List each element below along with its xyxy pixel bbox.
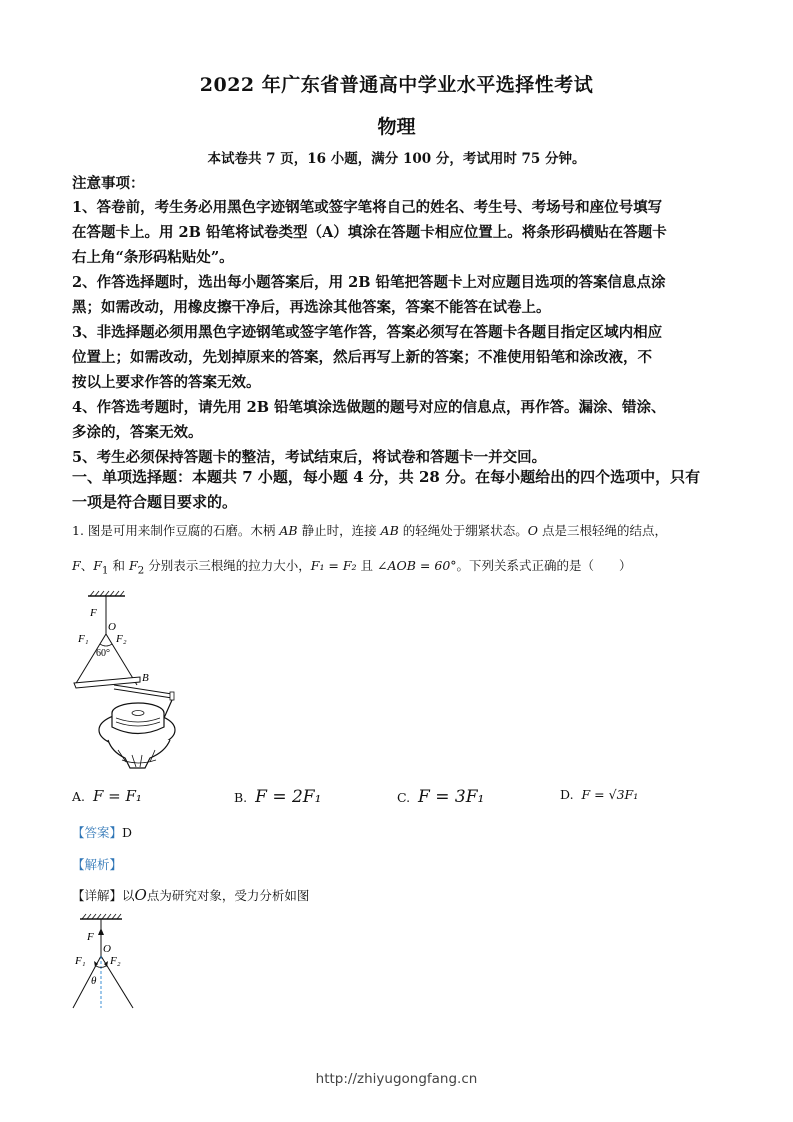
notes-line: 右上角“条形码粘贴处”。: [72, 249, 234, 266]
q1-var: F: [72, 558, 81, 573]
answer-line: [72, 823, 732, 841]
fig-label-o: O: [108, 621, 116, 633]
q1-var: AB: [380, 523, 399, 538]
notes-line: 在答题卡上。用 2B 铅笔将试卷类型（A）填涂在答题卡相应位置上。将条形码横贴在答题卡: [72, 224, 667, 241]
fig2-label-f2: F₂: [110, 955, 121, 967]
question-1-line-1: [72, 521, 732, 539]
q1-text: 且: [356, 558, 378, 573]
answer-tag: 【答案】: [72, 825, 123, 840]
fig2-label-o: O: [103, 943, 111, 955]
option-letter: B.: [234, 790, 248, 805]
notes-line: 4、作答选考题时，请先用 2B 铅笔填涂选做题的题号对应的信息点，再作答。漏涂、错涂、: [72, 399, 666, 416]
option-a[interactable]: [72, 787, 142, 805]
q1-sub: 1: [101, 564, 109, 577]
q1-angle: ∠AOB = 60°: [377, 558, 457, 573]
exam-subject: 物理: [377, 116, 416, 138]
notes-line: 3、非选择题必须用黑色字迹钢笔或签字笔作答，答案必须写在答题卡各题目指定区域内相应: [72, 324, 663, 341]
detail-line: [72, 886, 732, 904]
section-line: 一项是符合题目要求的。: [72, 493, 238, 511]
section-heading: [72, 465, 732, 515]
force-analysis-figure: [70, 912, 140, 1010]
notes-heading: 注意事项：: [72, 175, 145, 192]
option-formula: F = 2F₁: [255, 787, 322, 807]
option-b[interactable]: [234, 787, 321, 807]
option-formula: F = F₁: [92, 787, 142, 805]
footer-url[interactable]: http://zhiyugongfang.cn: [315, 1071, 478, 1087]
notes-list: [72, 195, 732, 470]
q1-text: 静止时，连接: [297, 523, 381, 538]
stone-mill-figure: [70, 590, 185, 775]
notes-line: 多涂的，答案无效。: [72, 424, 203, 441]
q1-text: 点是三根轻绳的结点，: [538, 523, 667, 538]
fig2-label-f1: F₁: [75, 955, 86, 967]
notes-line: 2、作答选择题时，选出每小题答案后，用 2B 铅笔把答题卡上对应题目选项的答案信息点涂: [72, 274, 666, 291]
notes-line: 按以上要求作答的答案无效。: [72, 374, 261, 391]
q1-text: 的轻绳处于绷紧状态。: [398, 523, 528, 538]
fig2-label-theta: θ: [91, 975, 97, 987]
notes-line: 5、考生必须保持答题卡的整洁，考试结束后，将试卷和答题卡一并交回。: [72, 449, 547, 466]
detail-var: O: [134, 886, 147, 904]
detail-tag: 【详解】: [72, 888, 123, 903]
notes-line: 1、答卷前，考生务必用黑色字迹钢笔或签字笔将自己的姓名、考生号、考场号和座位号填写: [72, 199, 663, 216]
option-letter: D.: [560, 787, 574, 802]
q1-var: F: [128, 558, 138, 573]
q1-var: AB: [279, 523, 298, 538]
fig-label-f1: F₁: [78, 633, 89, 645]
q1-sub: 2: [137, 564, 145, 577]
fig-label-f: F: [90, 607, 97, 619]
detail-text: 点为研究对象，受力分析如图: [146, 888, 310, 903]
q1-text: 和: [108, 558, 129, 573]
q1-var: F: [93, 558, 102, 573]
exam-intro: 本试卷共 7 页，16 小题，满分 100 分，考试用时 75 分钟。: [207, 151, 586, 167]
q1-equation: F₁ = F₂: [310, 558, 357, 573]
q1-text: 分别表示三根绳的拉力大小，: [144, 558, 311, 573]
q1-text: 1. 图是可用来制作豆腐的石磨。木柄: [72, 523, 280, 538]
option-formula: F = √3F₁: [581, 787, 639, 802]
detail-text: 以: [122, 888, 135, 903]
notes-line: 位置上；如需改动，先划掉原来的答案，然后再写上新的答案；不准使用铅笔和涂改液，不: [72, 349, 652, 366]
notes-line: 黑；如需改动，用橡皮擦干净后，再选涂其他答案，答案不能答在试卷上。: [72, 299, 551, 316]
q1-text: 、: [80, 558, 94, 573]
option-letter: A.: [72, 789, 86, 804]
section-line: 一、单项选择题：本题共 7 小题，每小题 4 分，共 28 分。在每小题给出的四个选项中，只有: [72, 468, 701, 486]
exam-title: 2022 年广东省普通高中学业水平选择性考试: [199, 74, 594, 96]
analysis-line: [72, 855, 732, 873]
fig-label-b: B: [142, 672, 149, 684]
question-1-line-2: [72, 556, 732, 577]
fig2-label-f: F: [87, 931, 94, 943]
q1-text: 。下列关系式正确的是（ ）: [456, 558, 632, 573]
option-c[interactable]: [397, 787, 484, 807]
fig-label-angle: 60°: [96, 648, 110, 659]
analysis-tag: 【解析】: [72, 857, 123, 872]
option-d[interactable]: [560, 787, 638, 802]
option-letter: C.: [397, 790, 411, 805]
answer-value: D: [122, 825, 133, 840]
option-formula: F = 3F₁: [418, 787, 485, 807]
q1-var: O: [527, 523, 538, 538]
fig-label-f2: F₂: [116, 633, 127, 645]
